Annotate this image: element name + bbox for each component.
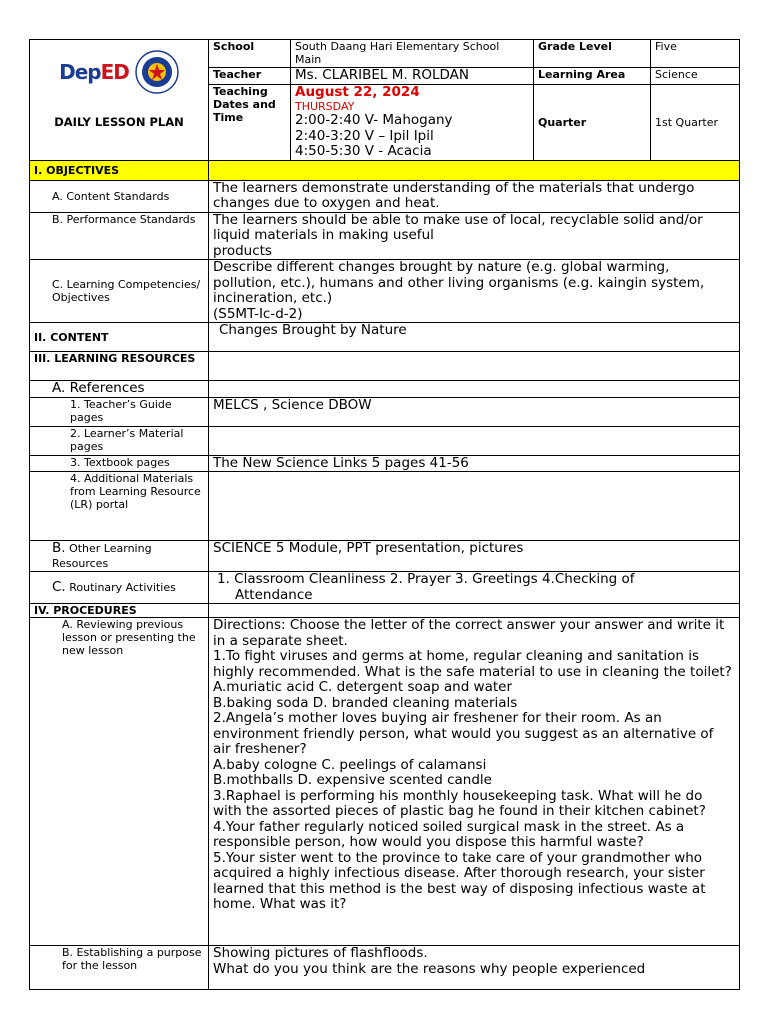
document-title: DAILY LESSON PLAN	[54, 115, 184, 129]
logo-cell	[30, 40, 209, 161]
school-value: South Daang Hari Elementary School Main	[291, 40, 534, 68]
content-standards-value: The learners demonstrate understanding of the materials that undergo changes due to oxygen and heat.	[209, 180, 740, 212]
quarter-value: 1st Quarter	[651, 84, 740, 160]
additional-materials-value	[209, 472, 740, 541]
time-slot: 4:50-5:30 V - Acacia	[295, 143, 432, 159]
learners-material-value	[209, 426, 740, 455]
list-item: 4.Your father regularly noticed soiled surgical mask in the street. As a responsible person, how would you dispose this harmful waste?	[213, 818, 685, 850]
competencies-label: C. Learning Competencies/ Objectives	[30, 260, 209, 323]
deped-seal-icon	[135, 50, 179, 94]
competencies-value: Describe different changes brought by nature (e.g. global warming, pollution, etc.), humans and other living organisms (e.g. kaingin system, incineration, etc.) (S5MT-Ic-d-2)	[209, 260, 740, 323]
routinary-value: 1. Classroom Cleanliness 2. Prayer 3. Greetings 4.Checking of Attendance	[209, 572, 740, 604]
logo	[34, 50, 204, 94]
procedures-heading: IV. PROCEDURES	[30, 604, 209, 618]
procedures-heading-fill	[209, 604, 740, 618]
routinary-label: C. Routinary Activities	[30, 572, 209, 604]
content-standards-label: A. Content Standards	[30, 180, 209, 212]
procedure-a-label: A. Reviewing previous lesson or presenting the new lesson	[30, 618, 209, 946]
quarter-label: Quarter	[534, 84, 651, 160]
dates-label: Teaching Dates and Time	[209, 84, 291, 160]
additional-materials-label: 4. Additional Materials from Learning Resource (LR) portal	[30, 472, 209, 541]
performance-standards-value: The learners should be able to make use of local, recyclable solid and/or liquid materials in making useful products	[209, 212, 740, 260]
list-item: 1.To fight viruses and germs at home, regular cleaning and sanitation is highly recommended. What is the safe material to use in cleaning the toilet?	[213, 648, 732, 680]
date-value: August 22, 2024	[295, 83, 420, 100]
references-label: A. References	[30, 381, 209, 398]
list-item: What do you you think are the reasons why people experienced	[213, 960, 646, 977]
deped-logo: DepED	[59, 59, 129, 84]
objectives-heading: I. OBJECTIVES	[30, 160, 209, 180]
procedure-b-label: B. Establishing a purpose for the lesson	[30, 946, 209, 990]
list-item: 5.Your sister went to the province to take care of your grandmother who acquired a highly infectious disease. After thorough research, your sister learned that this method is the best way of disposing infectious waste at home. What was it?	[213, 849, 706, 912]
time-slot: 2:00-2:40 V- Mahogany	[295, 112, 453, 128]
teacher-label: Teacher	[209, 68, 291, 85]
grade-label: Grade Level	[534, 40, 651, 68]
dates-value	[291, 84, 534, 160]
area-value: Science	[651, 68, 740, 85]
teachers-guide-value: MELCS , Science DBOW	[209, 397, 740, 426]
learners-material-label: 2. Learner’s Material pages	[30, 426, 209, 455]
list-item: Directions: Choose the letter of the correct answer your answer and write it in a separate sheet.	[213, 617, 725, 649]
content-heading: II. CONTENT	[30, 323, 209, 352]
content-value: Changes Brought by Nature	[209, 323, 740, 352]
teacher-value: Ms. CLARIBEL M. ROLDAN	[291, 68, 534, 85]
references-value	[209, 381, 740, 398]
day-value: THURSDAY	[295, 100, 355, 113]
textbook-value: The New Science Links 5 pages 41-56	[209, 455, 740, 472]
list-item: B.mothballs D. expensive scented candle	[213, 772, 492, 788]
lesson-plan-table	[29, 39, 740, 990]
other-resources-value: SCIENCE 5 Module, PPT presentation, pictures	[209, 541, 740, 572]
teachers-guide-label: 1. Teacher’s Guide pages	[30, 397, 209, 426]
time-slot: 2:40-3:20 V – Ipil Ipil	[295, 127, 434, 144]
grade-value: Five	[651, 40, 740, 68]
objectives-heading-fill	[209, 160, 740, 180]
list-item: A.muriatic acid C. detergent soap and water	[213, 679, 513, 695]
list-item: 2.Angela’s mother loves buying air freshener for their room. As an environment friendly person, what would you suggest as an alternative of air freshener?	[213, 710, 714, 757]
textbook-label: 3. Textbook pages	[30, 455, 209, 472]
list-item: B.baking soda D. branded cleaning materials	[213, 694, 518, 711]
resources-heading: III. LEARNING RESOURCES	[30, 352, 209, 381]
performance-standards-label: B. Performance Standards	[30, 212, 209, 260]
school-label: School	[209, 40, 291, 68]
list-item: 3.Raphael is performing his monthly housekeeping task. What will he do with the assorted pieces of plastic bag he found in their kitchen cabinet?	[213, 787, 706, 819]
list-item: Showing pictures of flashfloods.	[213, 945, 428, 961]
list-item: A.baby cologne C. peelings of calamansi	[213, 756, 487, 773]
procedure-b-value	[209, 946, 740, 990]
area-label: Learning Area	[534, 68, 651, 85]
procedure-a-value	[209, 618, 740, 946]
resources-heading-fill	[209, 352, 740, 381]
other-resources-label: B. Other Learning Resources	[30, 541, 209, 572]
